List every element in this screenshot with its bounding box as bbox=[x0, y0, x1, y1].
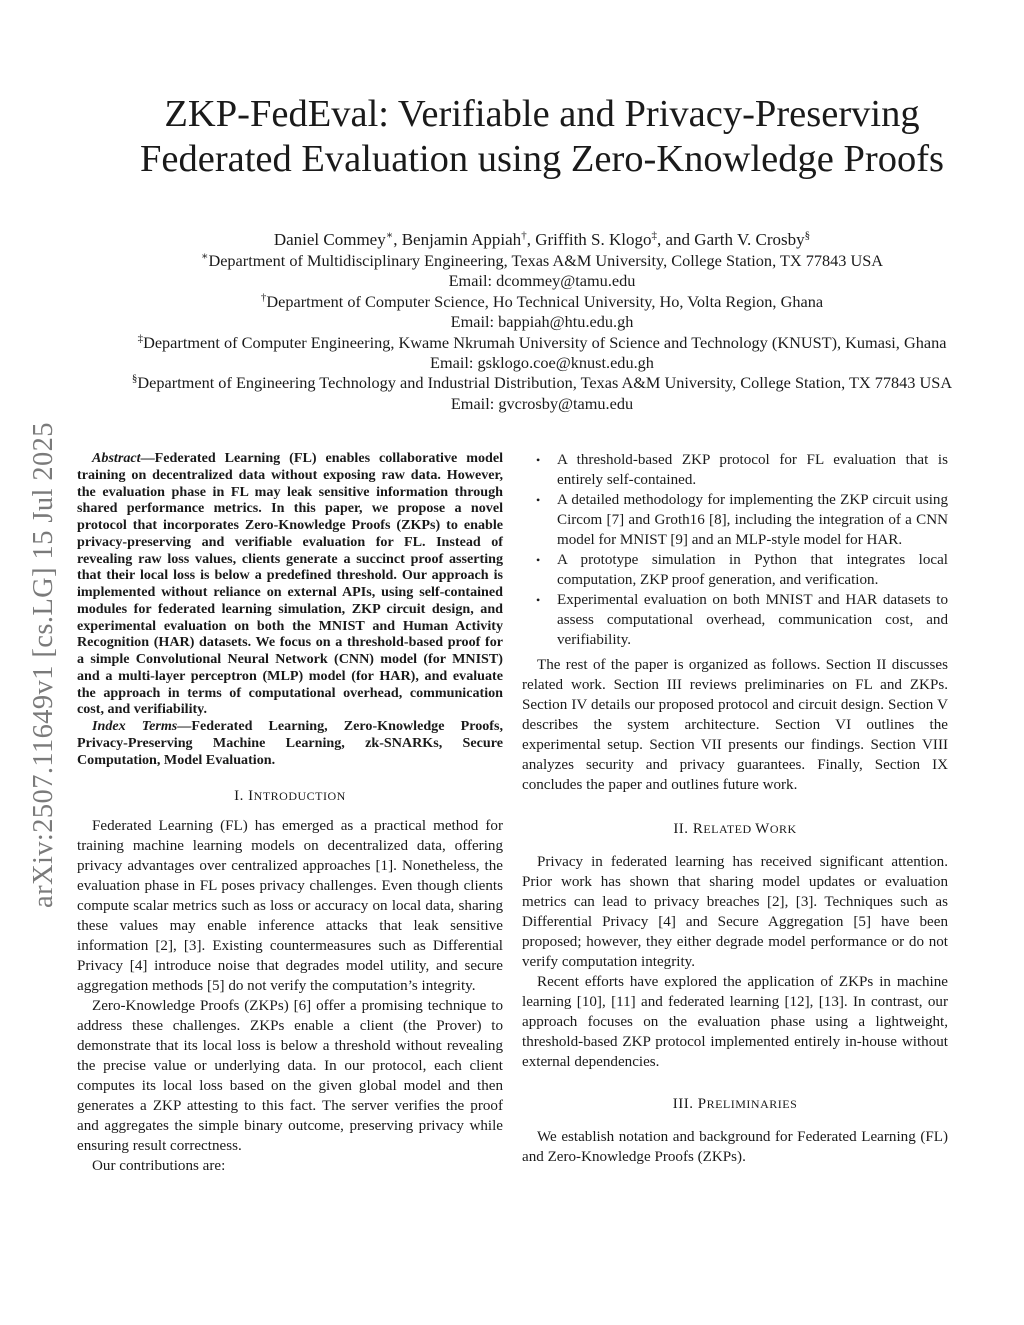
author-1: Daniel Commey bbox=[273, 230, 386, 249]
section-2-initial-2: W bbox=[755, 821, 770, 837]
list-item bbox=[522, 490, 948, 550]
author-4-mark: § bbox=[804, 229, 811, 242]
affiliation-4 bbox=[60, 373, 1024, 393]
bullet-icon: • bbox=[536, 493, 541, 507]
affiliation-3-email: Email: gsklogo.coe@knust.edu.gh bbox=[430, 353, 654, 373]
list-item bbox=[522, 590, 948, 650]
author-block bbox=[60, 229, 1024, 414]
section-2-rest-2: ORK bbox=[769, 822, 797, 836]
contribution-text: A detailed methodology for implementing the ZKP circuit using Circom [7] and Groth16 [8], including the integration of a CNN model for MNIST [9] and an MLP-style model for HAR. bbox=[557, 492, 948, 548]
prelim-paragraph-1: We establish notation and background for Federated Learning (FL) and Zero-Knowledge Proofs (ZKPs). bbox=[522, 1129, 948, 1165]
section-1-initial: I bbox=[248, 788, 254, 805]
contribution-text: A threshold-based ZKP protocol for FL evaluation that is entirely self-contained. bbox=[557, 452, 948, 488]
affiliation-1-dept: Department of Multidisciplinary Engineering, Texas A&M University, College Station, TX 77843 USA bbox=[208, 251, 884, 270]
title-line-1: ZKP-FedEval: Verifiable and Privacy-Preserving bbox=[164, 93, 920, 135]
affiliation-2 bbox=[60, 292, 1024, 312]
index-terms bbox=[77, 718, 503, 768]
affiliation-1-email: Email: dcommey@tamu.edu bbox=[448, 271, 636, 291]
index-terms-label: Index Terms bbox=[92, 718, 178, 734]
abstract-label: Abstract bbox=[92, 450, 141, 466]
section-3-number: III. bbox=[672, 1096, 698, 1112]
section-heading-preliminaries bbox=[522, 1094, 948, 1114]
affiliation-4-dept: Department of Engineering Technology and Industrial Distribution, Texas A&M University, College Station, TX 77843 USA bbox=[137, 373, 953, 393]
bullet-icon: • bbox=[536, 453, 541, 467]
abstract-text: —Federated Learning (FL) enables collaborative model training on decentralized data without exposing raw data. However, the evaluation phase in FL may leak sensitive information through shared performance metrics. In this paper, we propose a novel protocol that incorporates Zero-Knowledge Proofs (ZKPs) to enable privacy-preserving and verifiable evaluation for FL. Instead of revealing raw loss values, clients generate a succinct proof asserting that their local loss is below a predefined threshold. Our approach is implemented without reliance on external APIs, using self-contained modules for federated learning simulation, ZKP circuit design, and experimental evaluation on both the MNIST and Human Activity Recognition (HAR) datasets. We focus on a threshold-based proof for a simple Convolutional Neural Network (CNN) model (for MNIST) and a multi-layer perceptron (MLP) model (for HAR), and evaluate the approach in terms of computational overhead, communication cost, and verifiability. bbox=[77, 450, 503, 718]
affiliation-4-email: Email: gvcrosby@tamu.edu bbox=[450, 393, 634, 413]
contributions-list bbox=[522, 450, 948, 650]
left-column bbox=[77, 450, 503, 1176]
author-names bbox=[60, 229, 1024, 251]
affiliation-3 bbox=[60, 333, 1024, 353]
intro-paragraph-3: Our contributions are: bbox=[92, 1158, 226, 1175]
affiliation-3-mark: ‡ bbox=[137, 332, 144, 345]
affiliation-2-mark: † bbox=[260, 291, 267, 304]
related-paragraph-1: Privacy in federated learning has received significant attention. Prior work has shown that sharing model updates or evaluation metrics can lead to privacy breaches [2], [3]. Techniques such as Differential Privacy [4] and Secure Aggregation [5] have been proposed; however, they either degrade model performance or do not verify computation integrity. bbox=[522, 854, 948, 970]
organization-paragraph: The rest of the paper is organized as follows. Section II discusses related work. Section III reviews preliminaries on FL and ZKPs. Section IV details our proposed protocol and circuit design. Section V describes the system architecture. Section VI outlines the experimental setup. Section VII presents our findings. Section VIII analyzes security and privacy guarantees. Finally, Section IX concludes the paper and outlines future work. bbox=[522, 657, 948, 793]
paper-title bbox=[60, 92, 1024, 182]
section-2-number: II. bbox=[673, 821, 693, 837]
affiliation-4-mark: § bbox=[131, 373, 138, 386]
intro-paragraph-2: Zero-Knowledge Proofs (ZKPs) [6] offer a promising technique to address these challenges. ZKPs enable a client (the Prover) to demonstrate that its local loss is below a threshold without revealing the precise value or underlying data. In our protocol, each client computes its local loss based on the given global model and then generates a ZKP attesting to this fact. The server verifies the proof and aggregates the simple binary outcome, preserving privacy while ensuring result correctness. bbox=[77, 998, 503, 1155]
section-3-rest: RELIMINARIES bbox=[706, 1097, 798, 1111]
abstract bbox=[77, 450, 503, 718]
section-2-initial: R bbox=[692, 821, 704, 837]
bullet-icon: • bbox=[536, 553, 541, 567]
author-3: , Griffith S. Klogo bbox=[526, 230, 652, 249]
list-item bbox=[522, 450, 948, 490]
section-1-number: I. bbox=[234, 788, 249, 805]
author-4: , and Garth V. Crosby bbox=[657, 230, 805, 249]
affiliation-1 bbox=[60, 251, 1024, 271]
affiliation-1-mark: ∗ bbox=[200, 250, 209, 263]
section-heading-introduction bbox=[77, 786, 503, 806]
section-3-initial: P bbox=[697, 1096, 707, 1112]
title-line-2: Federated Evaluation using Zero-Knowledge Proofs bbox=[139, 138, 944, 180]
author-2: , Benjamin Appiah bbox=[393, 230, 522, 249]
author-2-mark: † bbox=[521, 229, 527, 242]
section-1-rest: NTRODUCTION bbox=[253, 789, 346, 804]
intro-paragraph-1: Federated Learning (FL) has emerged as a practical method for training machine learning models on decentralized data, offering privacy advantages over centralized approaches [1]. Nonetheless, the evaluation phase in FL poses privacy challenges. Even though clients compute scalar metrics such as loss or accuracy on local data, sharing these values may enable inference attacks that leak sensitive information [2], [3]. Existing countermeasures such as Differential Privacy [4] introduce noise that degrades model utility, and secure aggregation methods [5] do not verify the computation’s integrity. bbox=[77, 818, 503, 995]
contribution-text: A prototype simulation in Python that integrates local computation, ZKP proof generation, and verification. bbox=[557, 552, 948, 588]
affiliation-2-email: Email: bappiah@htu.edu.gh bbox=[450, 312, 634, 332]
author-1-mark: ∗ bbox=[385, 229, 394, 242]
affiliation-3-dept: Department of Computer Engineering, Kwame Nkrumah University of Science and Technology (KNUST), Kumasi, Ghana bbox=[143, 332, 947, 352]
list-item bbox=[522, 550, 948, 590]
related-paragraph-2: Recent efforts have explored the application of ZKPs in machine learning [10], [11] and federated learning [12], [13]. In contrast, our approach focuses on the evaluation phase using a lightweight, threshold-based ZKP protocol implemented entirely in-house without external dependencies. bbox=[522, 974, 948, 1070]
contribution-text: Experimental evaluation on both MNIST and HAR datasets to assess computational overhead, communication cost, and verifiability. bbox=[557, 592, 948, 648]
section-2-rest: ELATED bbox=[703, 822, 756, 836]
author-3-mark: ‡ bbox=[651, 229, 658, 242]
arxiv-identifier: arXiv:2507.11649v1 [cs.LG] 15 Jul 2025 bbox=[28, 422, 59, 908]
index-terms-text: —Federated Learning, Zero-Knowledge Proofs, Privacy-Preserving Machine Learning, zk-SNARKs, Secure Computation, Model Evaluation. bbox=[77, 718, 503, 768]
right-column bbox=[522, 450, 948, 1167]
bullet-icon: • bbox=[536, 593, 541, 607]
section-heading-related-work bbox=[522, 819, 948, 839]
affiliation-2-dept: Department of Computer Science, Ho Technical University, Ho, Volta Region, Ghana bbox=[266, 291, 824, 311]
